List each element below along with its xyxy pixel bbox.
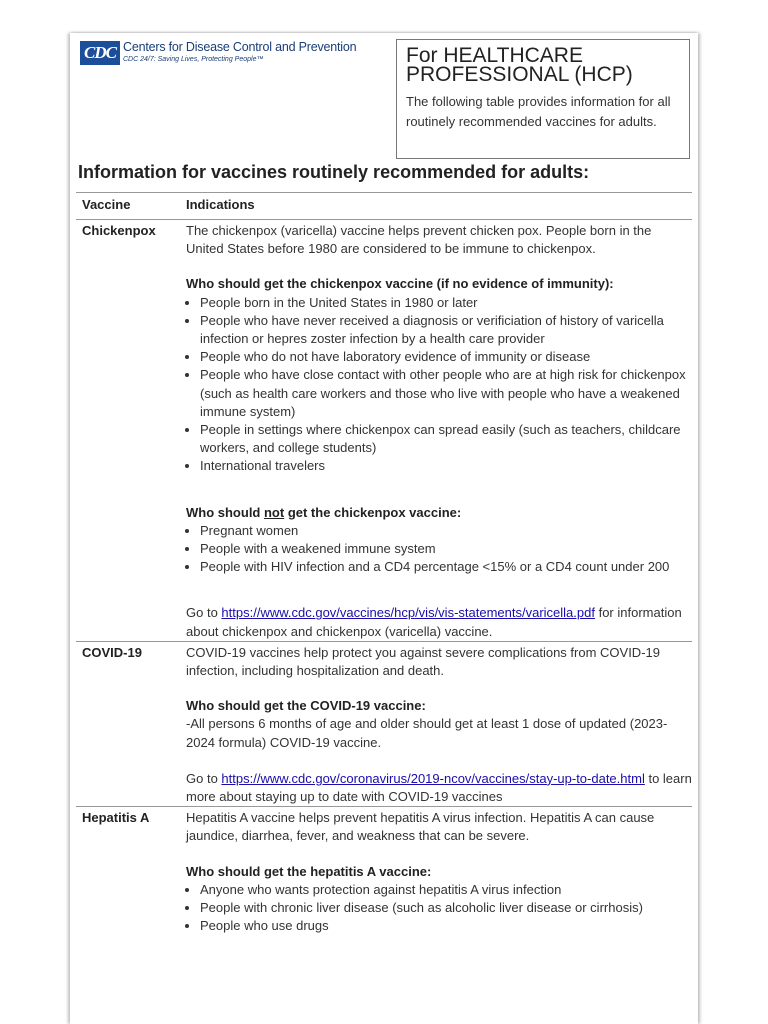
list-item: • People with HIV infection and a CD4 percentage <15% or a CD4 count under 200 [200, 558, 692, 576]
who-should-heading: Who should get the COVID-19 vaccine: [186, 698, 426, 714]
who-should-heading: Who should get the hepatitis A vaccine: [186, 863, 432, 879]
list-item: • People born in the United States in 1980 or later [200, 294, 692, 312]
indications-cell [186, 220, 692, 641]
who-should-heading: Who should get the chickenpox vaccine (if no evidence of immunity): [186, 276, 614, 292]
vaccine-name: Chickenpox [82, 223, 156, 238]
column-header-indications: Indications [186, 197, 255, 212]
vaccine-intro: Hepatitis A vaccine helps prevent hepatitis A virus infection. Hepatitis A can cause jaundice, diarrhea, fever, and weakness that can be severe. [186, 810, 655, 844]
list-item: • People who use drugs [200, 917, 692, 935]
cdc-logo [80, 40, 360, 66]
vaccine-intro: COVID-19 vaccines help protect you against severe complications from COVID-19 infection, including hospitalization and death. [186, 644, 660, 679]
covid-stay-up-to-date-link[interactable]: https://www.cdc.gov/coronavirus/2019-ncov/vaccines/stay-up-to-date.html [221, 770, 645, 786]
hcp-description: The following table provides information for all routinely recommended vaccines for adults. [406, 94, 671, 129]
list-item: • International travelers [200, 457, 692, 475]
list-item: • People in settings where chickenpox can spread easily (such as teachers, childcare workers, and college students) [200, 421, 692, 457]
who-should-not-heading: Who should not get the chickenpox vaccine: [186, 504, 462, 520]
vaccine-intro: The chickenpox (varicella) vaccine helps prevent chicken pox. People born in the United States before 1980 are considered to be immune to chickenpox. [186, 223, 652, 257]
vaccine-table [76, 192, 692, 936]
list-item: • People who have never received a diagnosis or verificiation of history of varicella infection or hepres zoster infection by a health care provider [200, 312, 692, 348]
varicella-vis-link[interactable]: https://www.cdc.gov/vaccines/hcp/vis/vis-statements/varicella.pdf [221, 605, 595, 621]
indications-cell [186, 642, 692, 806]
org-name: Centers for Disease Control and Prevention [123, 40, 357, 54]
vaccine-name: COVID-19 [82, 644, 142, 660]
table-row-chickenpox [76, 219, 692, 641]
list-item: • People with chronic liver disease (such as alcoholic liver disease or cirrhosis) [200, 899, 692, 917]
column-header-vaccine: Vaccine [82, 197, 131, 212]
document-page [70, 33, 698, 1024]
table-row-covid-19 [76, 641, 692, 806]
list-item: • Anyone who wants protection against hepatitis A virus infection [200, 881, 692, 899]
hcp-title: For HEALTHCARE PROFESSIONAL (HCP) [406, 44, 633, 86]
page-title: Information for vaccines routinely recommended for adults: [78, 162, 590, 182]
org-tagline: CDC 24/7: Saving Lives, Protecting People™ [123, 56, 264, 63]
who-should-list [186, 881, 692, 936]
indications-cell [186, 807, 692, 935]
table-header-row [76, 192, 692, 219]
list-item: • People with a weakened immune system [200, 540, 692, 558]
hcp-info-box [396, 39, 690, 159]
more-info-text: Go to https://www.cdc.gov/vaccines/hcp/vis/vis-statements/varicella.pdf for information about chickenpox and chickenpox (varicella) vaccine. [186, 605, 682, 639]
list-item: • People who have close contact with other people who are at high risk for chickenpox (such as health care workers and those who live with people who have a weakened immune system) [200, 366, 692, 421]
cdc-logo-mark: CDC [80, 41, 120, 65]
who-should-not-list [186, 522, 692, 577]
more-info-text: Go to https://www.cdc.gov/coronavirus/2019-ncov/vaccines/stay-up-to-date.html to learn more about staying up to date with COVID-19 vaccines [186, 770, 692, 805]
who-should-text: -All persons 6 months of age and older should get at least 1 dose of updated (2023-2024 formula) COVID-19 vaccine. [186, 716, 668, 750]
who-should-list [186, 294, 692, 476]
table-row-hepatitis-a [76, 806, 692, 935]
vaccine-name: Hepatitis A [82, 810, 150, 826]
list-item: • Pregnant women [200, 522, 692, 540]
list-item: • People who do not have laboratory evidence of immunity or disease [200, 348, 692, 366]
